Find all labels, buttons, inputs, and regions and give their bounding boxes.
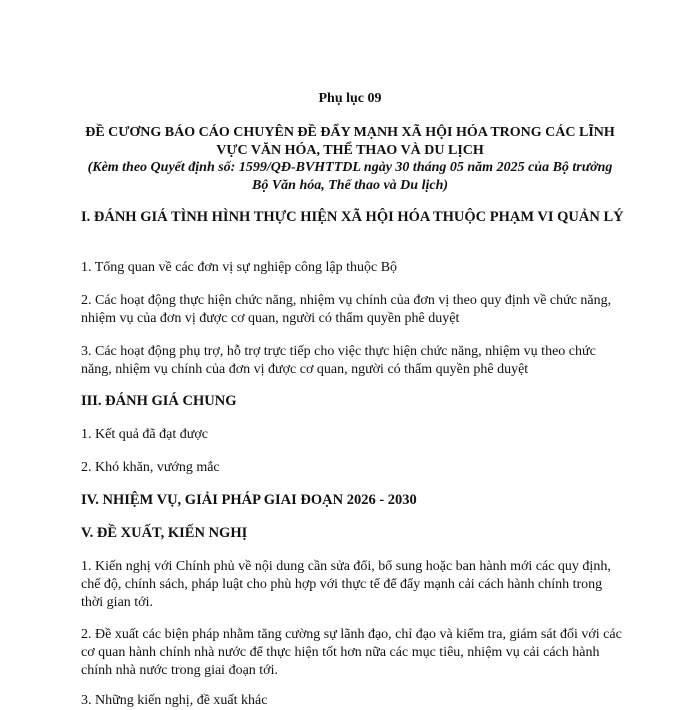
section-5-item-2: 2. Đề xuất các biện pháp nhằm tăng cường sự lãnh đạo, chỉ đạo và kiểm tra, giám sát đối với các cơ quan hành chính nhà nước để thực hiện tốt hơn nữa các mục tiêu, nhiệm vụ cải cách hành chính nhà nước trong giai đoạn tới. xyxy=(81,627,622,678)
section-5-item-3: 3. Những kiến nghị, đề xuất khác xyxy=(81,693,268,708)
section-1-item-1: 1. Tổng quan về các đơn vị sự nghiệp công lập thuộc Bộ xyxy=(81,260,398,275)
section-1-item-3: 3. Các hoạt động phụ trợ, hỗ trợ trực tiếp cho việc thực hiện chức năng, nhiệm vụ theo chức năng, nhiệm vụ chính của đơn vị được cơ quan, người có thẩm quyền phê duyệt xyxy=(81,344,596,377)
section-1-item-2: 2. Các hoạt động thực hiện chức năng, nhiệm vụ chính của đơn vị theo quy định về chức năng, nhiệm vụ của đơn vị được cơ quan, người có thẩm quyền phê duyệt xyxy=(81,293,612,326)
section-1-heading: I. ĐÁNH GIÁ TÌNH HÌNH THỰC HIỆN XÃ HỘI HÓA THUỘC PHẠM VI QUẢN LÝ xyxy=(81,209,624,225)
section-3-item-1: 1. Kết quả đã đạt được xyxy=(81,427,208,442)
appendix-label: Phụ lục 09 xyxy=(318,91,382,106)
section-3-heading: III. ĐÁNH GIÁ CHUNG xyxy=(81,393,237,409)
document-title: ĐỀ CƯƠNG BÁO CÁO CHUYÊN ĐỀ ĐẨY MẠNH XÃ HỘI HÓA TRONG CÁC LĨNH VỰC VĂN HÓA, THỂ THAO VÀ DU LỊCH xyxy=(85,125,615,158)
section-5-item-1: 1. Kiến nghị với Chính phủ về nội dung cần sửa đổi, bổ sung hoặc ban hành mới các quy định, chế độ, chính sách, pháp luật cho phù hợp với thực tế để đẩy mạnh cải cách hành chính trong thời gian tới. xyxy=(81,559,611,610)
document-subtitle: (Kèm theo Quyết định số: 1599/QĐ-BVHTTDL ngày 30 tháng 05 năm 2025 của Bộ trưởng Bộ Văn hóa, Thể thao và Du lịch) xyxy=(87,160,613,193)
section-3-item-2: 2. Khó khăn, vướng mắc xyxy=(81,460,220,475)
section-5-heading: V. ĐỀ XUẤT, KIẾN NGHỊ xyxy=(81,525,248,541)
section-4-heading: IV. NHIỆM VỤ, GIẢI PHÁP GIAI ĐOẠN 2026 - 2030 xyxy=(81,492,417,508)
